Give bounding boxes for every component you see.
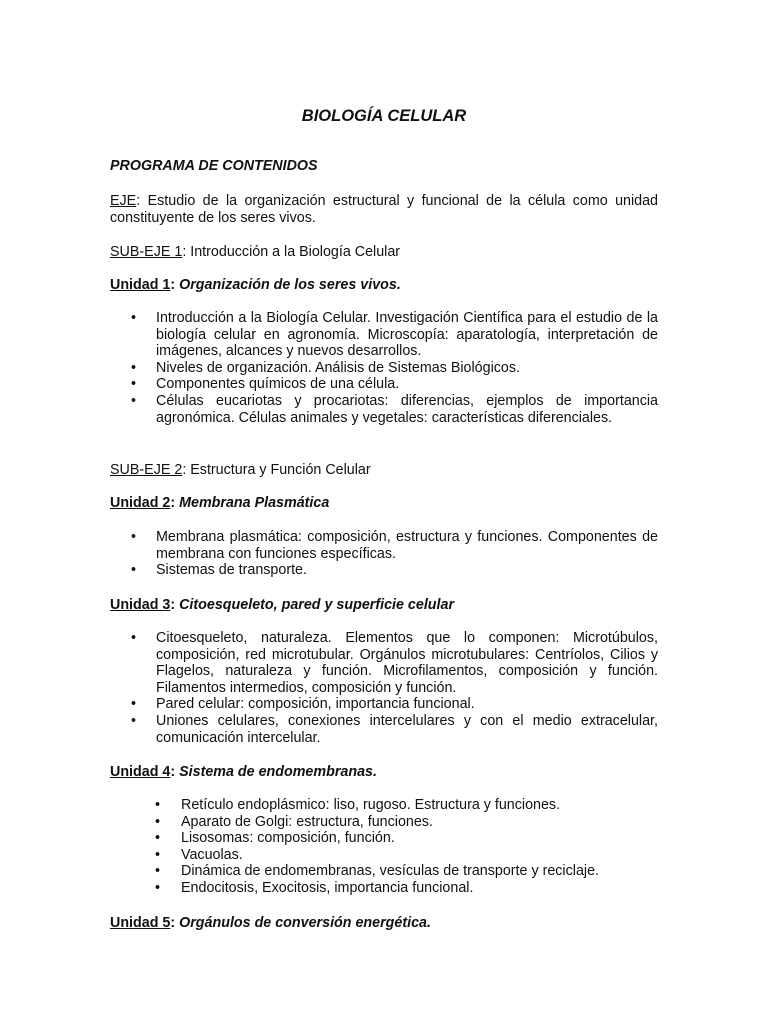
list-item: • Niveles de organización. Análisis de Sistemas Biológicos.: [110, 360, 658, 377]
unidad-4-title: Sistema de endomembranas.: [179, 764, 377, 780]
eje-paragraph: [110, 193, 658, 226]
list-item: • Citoesqueleto, naturaleza. Elementos que lo componen: Microtúbulos, composición, red microtubular. Orgánulos microtubulares: Centríolos, Cilios y Flagelos, naturaleza y función. Microfilamentos, composición y función. Filamentos intermedios, composición y función.: [110, 630, 658, 696]
unidad-4-heading: [110, 764, 658, 781]
list-item: • Endocitosis, Exocitosis, importancia funcional.: [88, 880, 658, 897]
subeje-2-text: : Estructura y Función Celular: [182, 462, 371, 478]
unidad-1-label: Unidad 1: [110, 277, 171, 293]
list-item: • Vacuolas.: [88, 847, 658, 864]
list-item: • Introducción a la Biología Celular. Investigación Científica para el estudio de la biología celular en agronomía. Microscopía: aparatología, interpretación de imágenes, alcances y nuevos desarrollos.: [110, 310, 658, 360]
unidad-3-list: [110, 630, 658, 746]
list-item: • Retículo endoplásmico: liso, rugoso. Estructura y funciones.: [88, 797, 658, 814]
unidad-3-colon: :: [170, 597, 180, 613]
unidad-2-title: Membrana Plasmática: [179, 495, 330, 511]
unidad-5-heading: [110, 915, 658, 932]
list-item: • Pared celular: composición, importancia funcional.: [110, 696, 658, 713]
eje-text: : Estudio de la organización estructural y funcional de la célula como unidad constituyente de los seres vivos.: [110, 193, 658, 226]
unidad-4-colon: :: [170, 764, 180, 780]
list-item: • Componentes químicos de una célula.: [110, 376, 658, 393]
subeje-1-line: [110, 244, 658, 261]
unidad-4-list: [88, 797, 658, 897]
unidad-5-colon: :: [170, 915, 180, 931]
page-title: BIOLOGÍA CELULAR: [301, 107, 467, 125]
list-item: • Lisosomas: composición, función.: [88, 830, 658, 847]
unidad-1-title: Organización de los seres vivos.: [179, 277, 401, 293]
list-item: • Sistemas de transporte.: [110, 562, 658, 579]
program-heading: PROGRAMA DE CONTENIDOS: [110, 158, 318, 174]
unidad-4-label: Unidad 4: [110, 764, 171, 780]
unidad-2-label: Unidad 2: [110, 495, 171, 511]
subeje-2-label: SUB-EJE 2: [110, 462, 183, 478]
unidad-3-heading: [110, 597, 658, 614]
unidad-2-list: [110, 529, 658, 579]
unidad-5-title: Orgánulos de conversión energética.: [179, 915, 431, 931]
list-item: • Dinámica de endomembranas, vesículas de transporte y reciclaje.: [88, 863, 658, 880]
list-item: • Aparato de Golgi: estructura, funciones.: [88, 814, 658, 831]
list-item: • Uniones celulares, conexiones intercelulares y con el medio extracelular, comunicación intercelular.: [110, 713, 658, 746]
unidad-2-colon: :: [170, 495, 180, 511]
unidad-1-heading: [110, 277, 658, 294]
unidad-1-list: [110, 310, 658, 426]
list-item: • Membrana plasmática: composición, estructura y funciones. Componentes de membrana con funciones específicas.: [110, 529, 658, 562]
unidad-1-colon: :: [170, 277, 180, 293]
subeje-1-label: SUB-EJE 1: [110, 244, 183, 260]
eje-label: EJE: [110, 193, 137, 209]
unidad-3-label: Unidad 3: [110, 597, 171, 613]
list-item: • Células eucariotas y procariotas: diferencias, ejemplos de importancia agronómica. Células animales y vegetales: características diferenciales.: [110, 393, 658, 426]
subeje-2-line: [110, 462, 658, 479]
subeje-1-text: : Introducción a la Biología Celular: [182, 244, 401, 260]
unidad-2-heading: [110, 495, 658, 512]
unidad-5-label: Unidad 5: [110, 915, 171, 931]
unidad-3-title: Citoesqueleto, pared y superficie celular: [179, 597, 455, 613]
